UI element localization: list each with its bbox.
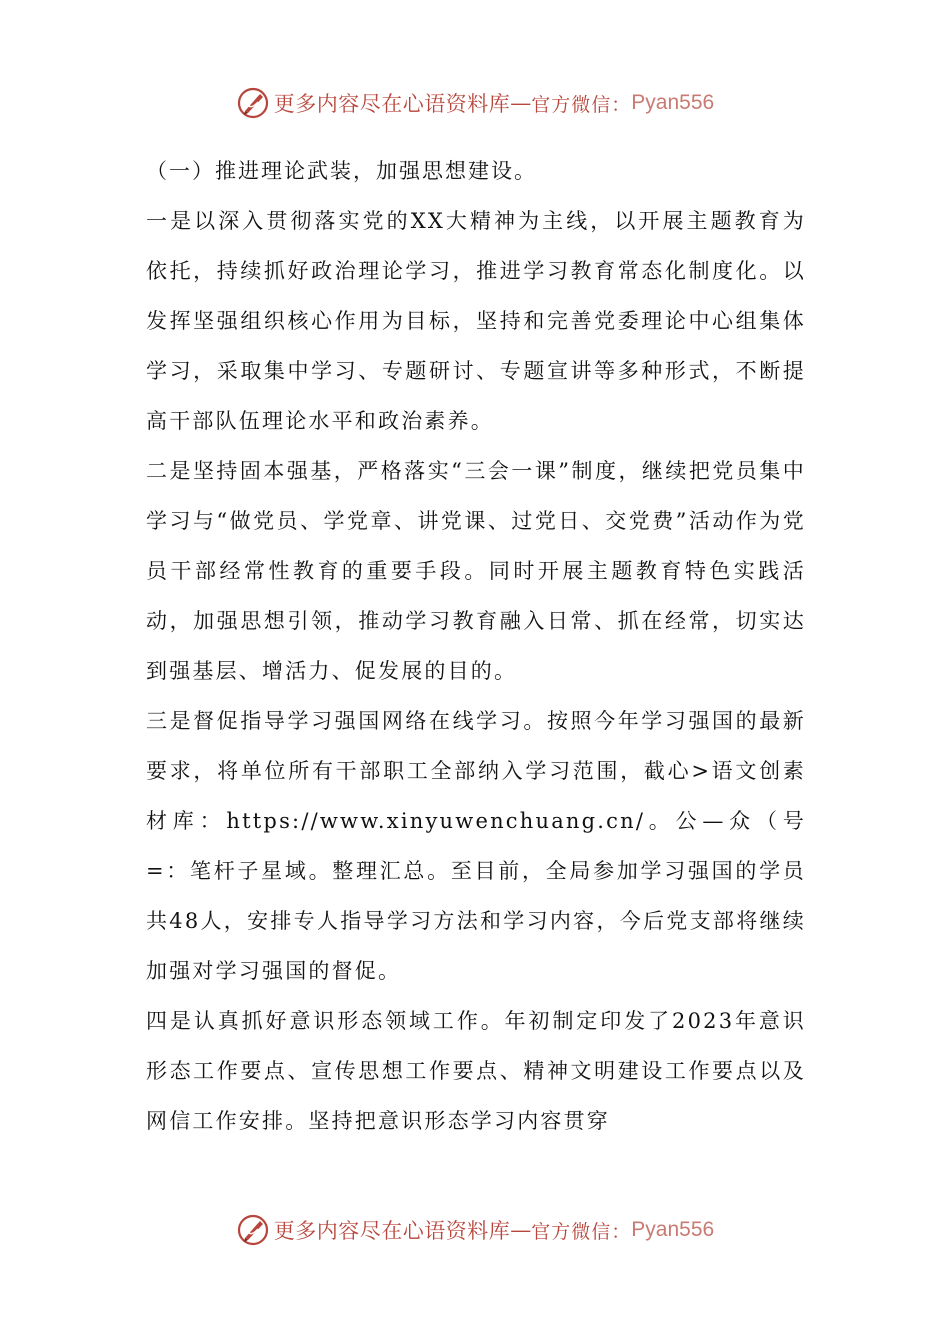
header-brand-text: 更多内容尽在心语资料库	[273, 92, 511, 116]
footer-watermark	[0, 1210, 950, 1250]
pen-logo-icon	[236, 1213, 270, 1247]
paragraph-3: 三是督促指导学习强国网络在线学习。按照今年学习强国的最新要求，将单位所有干部职工全部纳入学习范围，截心>语文创素材库：https://www.xinyuwenchuang.cn/。公—众（号=：笔杆子星域。整理汇总。至目前，全局参加学习强国的学员共48人，安排专人指导学习方法和学习内容，今后党支部将继续加强对学习强国的督促。	[146, 709, 806, 983]
paragraph-4: 四是认真抓好意识形态领域工作。年初制定印发了2023年意识形态工作要点、宣传思想工作要点、精神文明建设工作要点以及网信工作安排。坚持把意识形态学习内容贯穿	[146, 1009, 806, 1133]
header-wechat-label: 官方微信：	[531, 93, 632, 116]
footer-wechat-id: Pyan556	[631, 1218, 715, 1241]
footer-wechat-label: 官方微信：	[531, 1220, 632, 1243]
section-heading: （一）推进理论武装，加强思想建设。	[146, 159, 537, 183]
document-body	[146, 146, 806, 1146]
paragraph-1: 一是以深入贯彻落实党的XX大精神为主线，以开展主题教育为依托，持续抓好政治理论学习，推进学习教育常态化制度化。以发挥坚强组织核心作用为目标，坚持和完善党委理论中心组集体学习，采取集中学习、专题研讨、专题宣讲等多种形式，不断提高干部队伍理论水平和政治素养。	[146, 209, 806, 433]
header-wechat-id: Pyan556	[631, 91, 715, 114]
header-watermark	[0, 83, 950, 123]
footer-dash: —	[510, 1218, 532, 1242]
footer-brand-text: 更多内容尽在心语资料库	[273, 1219, 511, 1243]
pen-logo-icon	[236, 86, 270, 120]
paragraph-2: 二是坚持固本强基，严格落实“三会一课”制度，继续把党员集中学习与“做党员、学党章、讲党课、过党日、交党费”活动作为党员干部经常性教育的重要手段。同时开展主题教育特色实践活动，加强思想引领，推动学习教育融入日常、抓在经常，切实达到强基层、增活力、促发展的目的。	[146, 459, 806, 683]
header-dash: —	[510, 91, 532, 115]
